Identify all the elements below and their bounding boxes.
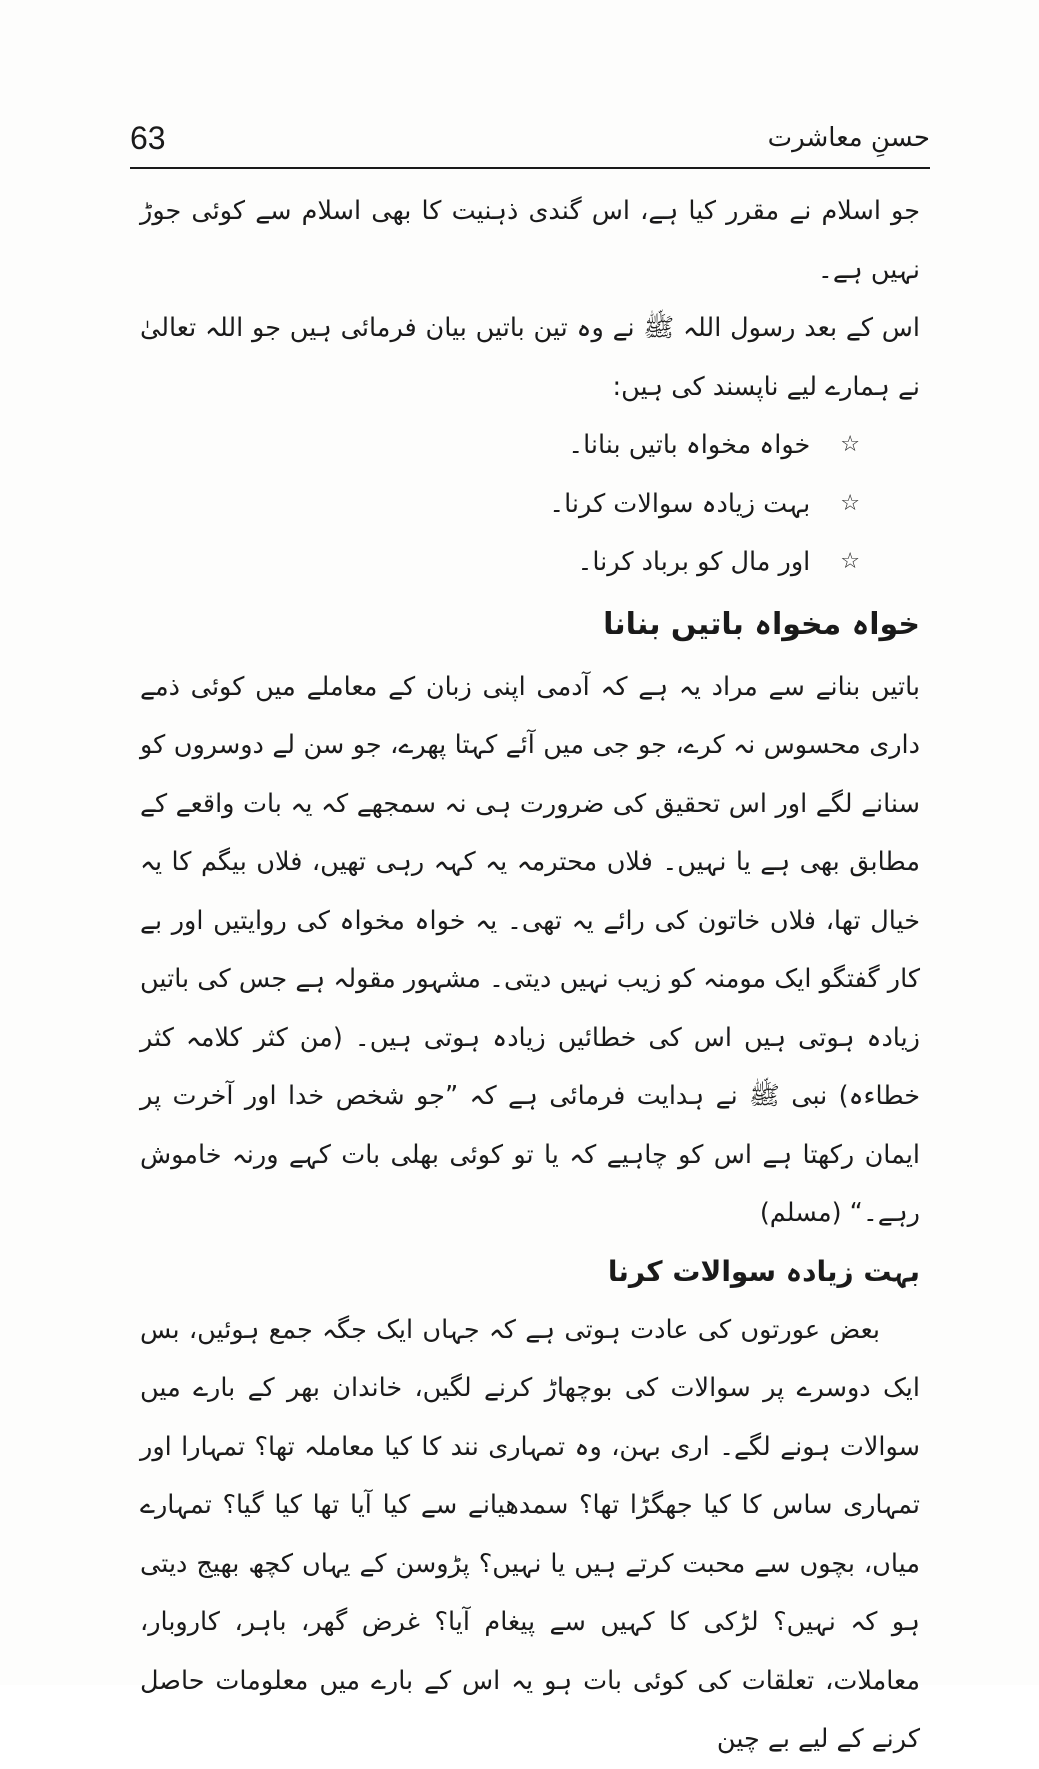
paragraph-questions: بعض عورتوں کی عادت ہوتی ہے کہ جہاں ایک جگہ جمع ہوئیں، بس ایک دوسرے پر سوالات کی بوچھاڑ کرنے لگیں، خاندان بھر کے بارے میں سوالات ہونے لگے۔ اری بہن، وہ تمہاری نند کا کیا معاملہ تھا؟ تمہارا اور تمہاری ساس کا کیا جھگڑا تھا؟ سمدھیانے سے کیا آیا تھا کیا گیا؟ تمہارے میاں، بچوں سے محبت کرتے ہیں یا نہیں؟ پڑوسن کے یہاں کچھ بھیج دیتی ہو کہ نہیں؟ لڑکی کا کہیں سے پیغام آیا؟ غرض گھر، باہر، کاروبار، معاملات، تعلقات کی کوئی بات ہو یہ اس کے بارے میں معلومات حاصل کرنے کے لیے بے چین — [140, 1314, 920, 1754]
bullet-list — [140, 416, 920, 592]
bullet-text: خواہ مخواہ باتیں بنانا۔ — [568, 430, 811, 460]
paragraph-intro: اس کے بعد رسول اللہ ﷺ نے وہ تین باتیں بیان فرمائی ہیں جو اللہ تعالیٰ نے ہمارے لیے ناپسند کی ہیں: — [140, 313, 920, 402]
page-number: 63 — [130, 120, 166, 156]
star-icon: ☆ — [840, 490, 860, 516]
page-body — [140, 182, 920, 1769]
section-heading-questions: بہت زیادہ سوالات کرنا — [607, 1254, 920, 1288]
star-icon: ☆ — [840, 549, 860, 574]
bullet-item — [140, 533, 920, 592]
header-rule — [130, 167, 930, 169]
section-heading-gossip: خواہ مخواہ باتیں بنانا — [603, 606, 920, 642]
bullet-text: بہت زیادہ سوالات کرنا۔ — [549, 488, 811, 519]
running-title: حسنِ معاشرت — [767, 123, 930, 153]
bullet-text: اور مال کو برباد کرنا۔ — [577, 547, 811, 577]
star-icon: ☆ — [840, 432, 860, 457]
paragraph-continuation: جو اسلام نے مقرر کیا ہے، اس گندی ذہنیت کا بھی اسلام سے کوئی جوڑ نہیں ہے۔ — [140, 196, 920, 285]
paragraph-gossip: باتیں بنانے سے مراد یہ ہے کہ آدمی اپنی زبان کے معاملے میں کوئی ذمے داری محسوس نہ کرے، جو جی میں آئے کہتا پھرے، جو سن لے دوسروں کو سنانے لگے اور اس تحقیق کی ضرورت ہی نہ سمجھے کہ یہ بات واقعے کے مطابق بھی ہے یا نہیں۔ فلاں محترمہ یہ کہہ رہی تھیں، فلاں بیگم کا یہ خیال تھا، فلاں خاتون کی رائے یہ تھی۔ یہ خواہ مخواہ کی روایتیں اور بے کار گفتگو ایک مومنہ کو زیب نہیں دیتی۔ مشہور مقولہ ہے جس کی باتیں زیادہ ہوتی ہیں اس کی خطائیں زیادہ ہوتی ہیں۔ (من کثر کلامہ کثر خطاءہ) نبی ﷺ نے ہدایت فرمائی ہے کہ ”جو شخص خدا اور آخرت پر ایمان رکھتا ہے اس کو چاہیے کہ یا تو کوئی بھلی بات کہے ورنہ خاموش رہے۔“ (مسلم) — [140, 671, 920, 1228]
bullet-item — [140, 416, 920, 475]
bullet-item — [140, 475, 920, 534]
page-header — [130, 118, 930, 166]
